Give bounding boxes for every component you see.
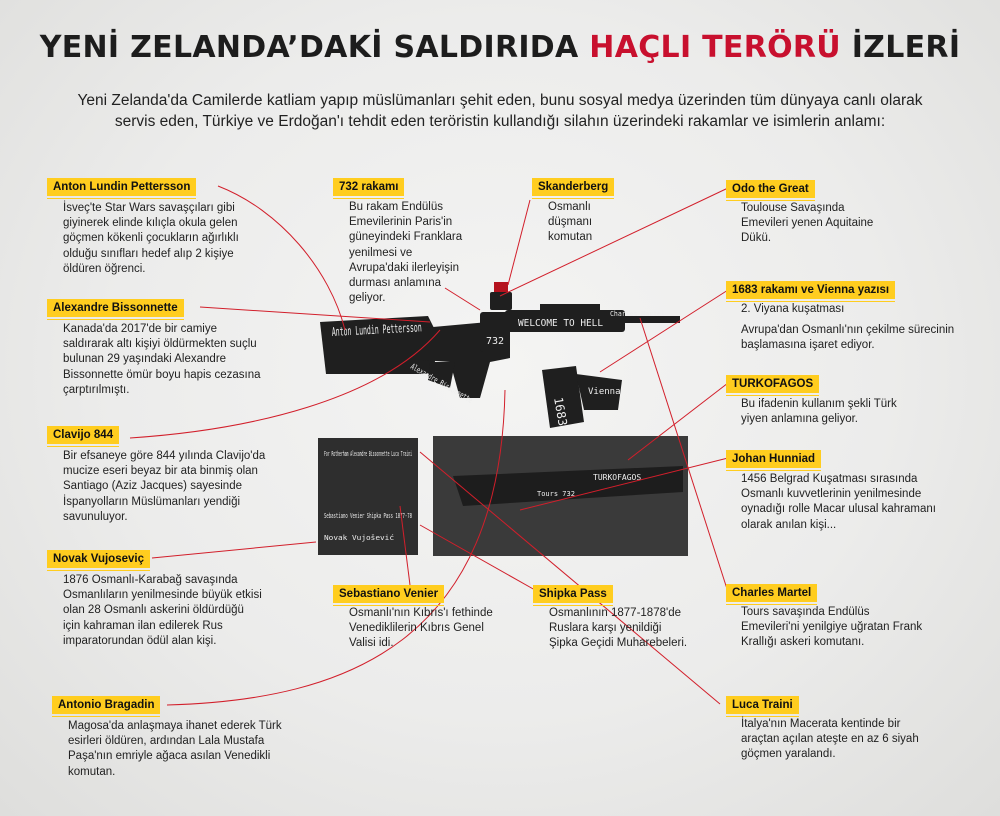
case-turkofagos-text: TURKOFAGOS (593, 473, 642, 482)
label-1683: 1683 rakamı ve Vienna yazısı (726, 281, 895, 299)
text-alexandre: Kanada'da 2017'de bir camiye saldırarak altı kişiyi öldürmekten suçlu bulunan 29 yaşındaki Alexandre Bissonnette ömür boyu hapis cezasına çarptırılmıştı. (63, 323, 261, 396)
rifle-stock-text: Anton Lundin Pettersson (331, 316, 499, 339)
case-tours-text: Tours 732 (537, 490, 575, 498)
label-charles: Charles Martel (726, 584, 817, 602)
text-732: Bu rakam Endülüs Emevilerinin Paris'in güneyindeki Franklara yenilmesi ve Avrupa'daki ilerleyişin durması anlamına geliyor. (349, 201, 463, 305)
label-turkofagos: TURKOFAGOS (726, 375, 819, 393)
label-shipka: Shipka Pass (533, 585, 613, 603)
magazine-left-text: For Rotherham Alexandre Bissonnette Luca Traini (324, 450, 412, 458)
magazine-1683-text: 1683 (551, 396, 570, 427)
text-1683-b: Avrupa'dan Osmanlı'nın çekilme sürecinin başlamasına işaret ediyor. (741, 324, 955, 352)
label-novak: Novak Vujoseviç (47, 550, 150, 568)
label-alexandre: Alexandre Bissonnette (47, 299, 184, 317)
text-johan: 1456 Belgrad Kuşatması sırasında Osmanlı kuvvetlerinin yenilmesinde oynadığı rolle Macar ulusal kahramanı olarak anılan kişi... (741, 473, 936, 531)
magazine-left-text-2: Sebastiano Venier Shipka Pass 1877-78 (324, 512, 412, 520)
text-antonio: Magosa'da anlaşmaya ihanet ederek Türk esirleri öldüren, ardından Lala Mustafa Paşa'nın emriyle ağaca asılan Venedikli komutan. (68, 720, 282, 778)
label-anton: Anton Lundin Pettersson (47, 178, 196, 196)
page-subtitle: Yeni Zelanda'da Camilerde katliam yapıp müslümanları şehit eden, bunu sosyal medya üzerinden tüm dünyaya canlı olarak servis eden, Türkiye ve Erdoğan'ı tehdit eden teröristin kullandığı silahın üzerindeki rakamlar ve isimlerin anlamı: (77, 92, 923, 130)
label-johan: Johan Hunniad (726, 450, 821, 468)
text-1683-a: 2. Viyana kuşatması (741, 303, 845, 315)
rifle-732-text: 732 (486, 336, 505, 347)
title-highlight: HAÇLI TERÖRÜ (589, 30, 841, 65)
rifle-barrel-text: WELCOME TO HELL (518, 318, 603, 329)
rifle-grip-text: Alexandre Bissonnette (409, 361, 502, 421)
magazine-vienna-text: Vienna (588, 387, 621, 397)
text-anton: İsveç'te Star Wars savaşçıları gibi giyinerek elinde kılıçla okula gelen göçmen kökenli çocukların ağırlıklı olduğu sınıfları hedef alıp 2 kişiye öldüren öğrenci. (63, 202, 239, 275)
text-odo: Toulouse Savaşında Emevileri yenen Aquitaine Dükü. (741, 202, 874, 245)
text-novak: 1876 Osmanlı-Karabağ savaşında Osmanlıların yenilmesinde büyük etkisi olan 28 Osmanlı askerini öldürdüğü için kahraman ilan edilerek Rus imparatorundan ödül alan kişi. (63, 574, 262, 647)
label-clavijo: Clavijo 844 (47, 426, 119, 444)
label-skanderberg: Skanderberg (532, 178, 614, 196)
text-clavijo: Bir efsaneye göre 844 yılında Clavijo'da mucize eseri beyaz bir ata binmiş olan Santiago (Aziz Jacques) sayesinde İspanyolların Müslümanları yendiği savunuluyor. (63, 450, 266, 523)
text-shipka: Osmanlının 1877-1878'de Ruslara karşı yenildiği Şipka Geçidi Muharebeleri. (549, 607, 688, 650)
text-skanderberg: Osmanlı düşmanı komutan (548, 201, 593, 244)
text-luca: İtalya'nın Macerata kentinde bir araçtan açılan ateşte en az 6 siyah göçmen yaralandı. (741, 718, 919, 761)
label-sebastiano: Sebastiano Venier (333, 585, 444, 603)
label-antonio: Antonio Bragadin (52, 696, 160, 714)
page-title: YENİ ZELANDA’DAKİ SALDIRIDA HAÇLI TERÖRÜ İZLERİ (39, 30, 961, 65)
text-charles: Tours savaşında Endülüs Emevileri'ni yenilgiye uğratan Frank Krallığı askeri komutanı. (741, 606, 923, 649)
magazine-left-text-3: Novak Vujošević (324, 534, 394, 542)
rifle-rail-text: Charles Martel (610, 310, 665, 318)
text-sebastiano: Osmanlı'nın Kıbrıs'ı fethinde Venediklilerin Kıbrıs Genel Valisi idi. (349, 607, 493, 650)
label-luca: Luca Traini (726, 696, 799, 714)
label-odo: Odo the Great (726, 180, 815, 198)
label-732: 732 rakamı (333, 178, 404, 196)
text-turkofagos: Bu ifadenin kullanım şekli Türk yiyen anlamına geliyor. (741, 398, 897, 426)
